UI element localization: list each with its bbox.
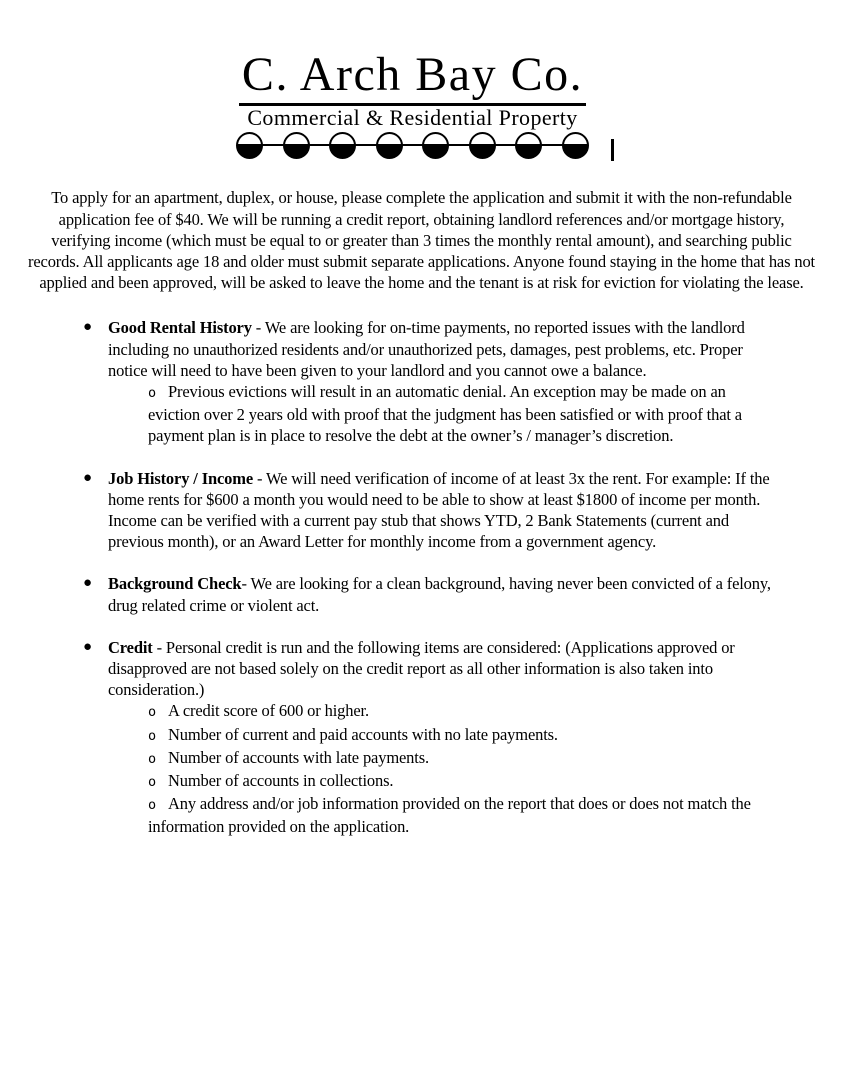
sub-bullet-icon: o bbox=[148, 774, 156, 791]
company-logo bbox=[0, 0, 834, 159]
section-body: We will need verification of income of at least 3x the rent. For example: If the home rents for $600 a month you would need to be able to show at least $1800 of income per month. Income can be verified with a current pay stub that shows YTD, 2 Bank Statements (current and previous month), or an Award Letter for monthly income from a government agency. bbox=[108, 468, 770, 552]
company-name: C. Arch Bay Co. bbox=[239, 50, 586, 106]
section-label: Credit bbox=[108, 637, 153, 657]
half-shaded-circle bbox=[422, 132, 449, 159]
bullet-icon: ● bbox=[83, 638, 92, 655]
sub-bullet-icon: o bbox=[148, 385, 156, 402]
bullet-icon: ● bbox=[83, 575, 92, 592]
sub-list bbox=[148, 700, 775, 837]
sub-list bbox=[148, 381, 775, 447]
logo-ornament bbox=[236, 131, 589, 159]
section-background-check bbox=[83, 573, 775, 615]
sub-item-text: Number of accounts in collections. bbox=[167, 771, 394, 791]
half-shaded-circle bbox=[236, 132, 263, 159]
sub-item bbox=[148, 747, 775, 770]
half-shaded-circle bbox=[515, 132, 542, 159]
section-label: Background Check bbox=[108, 574, 242, 594]
sub-item-text: Number of current and paid accounts with no late payments. bbox=[167, 724, 558, 744]
half-shaded-circle bbox=[562, 132, 589, 159]
bullet-icon: ● bbox=[83, 319, 92, 336]
sub-item-text: A credit score of 600 or higher. bbox=[167, 701, 369, 721]
sub-item-text: Previous evictions will result in an automatic denial. An exception may be made on an eviction over 2 years old with proof that the judgment has been satisfied or with proof that a payment plan is in place to resolve the debt at the owner’s / manager’s discretion. bbox=[148, 382, 742, 446]
sub-bullet-icon: o bbox=[148, 704, 156, 721]
sub-item bbox=[148, 770, 775, 793]
text-cursor-bar bbox=[611, 139, 614, 161]
sub-bullet-icon: o bbox=[148, 797, 156, 814]
section-job-history-income bbox=[83, 468, 775, 553]
sub-bullet-icon: o bbox=[148, 727, 156, 744]
section-body: Personal credit is run and the following items are considered: (Applications approved or disapproved are not based solely on the credit report as all other information is also taken into consideration.) bbox=[108, 637, 735, 700]
section-separator: - bbox=[253, 468, 267, 488]
section-separator: - bbox=[152, 637, 166, 657]
section-body: We are looking for a clean background, having never been convicted of a felony, drug related crime or violent act. bbox=[108, 574, 771, 615]
sub-item bbox=[148, 724, 775, 747]
half-shaded-circle bbox=[469, 132, 496, 159]
sub-item-text: Any address and/or job information provided on the report that does or does not match the information provided on the application. bbox=[148, 794, 751, 837]
intro-paragraph: To apply for an apartment, duplex, or house, please complete the application and submit it with the non-refundable application fee of $40. We will be running a credit report, obtaining landlord references and/or mortgage history, verifying income (which must be equal to or greater than 3 times the monthly rental amount), and searching public records. All applicants age 18 and older must submit separate applications. Anyone found staying in the home that has not applied and been approved, will be asked to leave the home and the tenant is at risk for eviction for violating the lease. bbox=[28, 188, 815, 293]
company-tagline: Commercial & Residential Property bbox=[247, 105, 578, 131]
section-credit bbox=[83, 637, 775, 838]
criteria-list bbox=[83, 317, 775, 837]
section-label: Job History / Income bbox=[108, 468, 254, 488]
section-separator: - bbox=[251, 318, 265, 338]
ornament-circles bbox=[236, 131, 589, 159]
half-shaded-circle bbox=[283, 132, 310, 159]
section-separator: - bbox=[241, 574, 251, 594]
bullet-icon: ● bbox=[83, 469, 92, 486]
sub-item-text: Number of accounts with late payments. bbox=[167, 747, 429, 767]
half-shaded-circle bbox=[329, 132, 356, 159]
sub-item bbox=[148, 381, 775, 447]
section-label: Good Rental History bbox=[108, 318, 252, 338]
section-good-rental-history bbox=[83, 317, 775, 446]
sub-item bbox=[148, 700, 775, 723]
sub-item bbox=[148, 793, 775, 837]
half-shaded-circle bbox=[376, 132, 403, 159]
sub-bullet-icon: o bbox=[148, 750, 156, 767]
section-body: We are looking for on-time payments, no reported issues with the landlord including no unauthorized residents and/or unauthorized pets, damages, pest problems, etc. Proper notice will need to have been given to your landlord and you cannot owe a balance. bbox=[108, 318, 745, 380]
